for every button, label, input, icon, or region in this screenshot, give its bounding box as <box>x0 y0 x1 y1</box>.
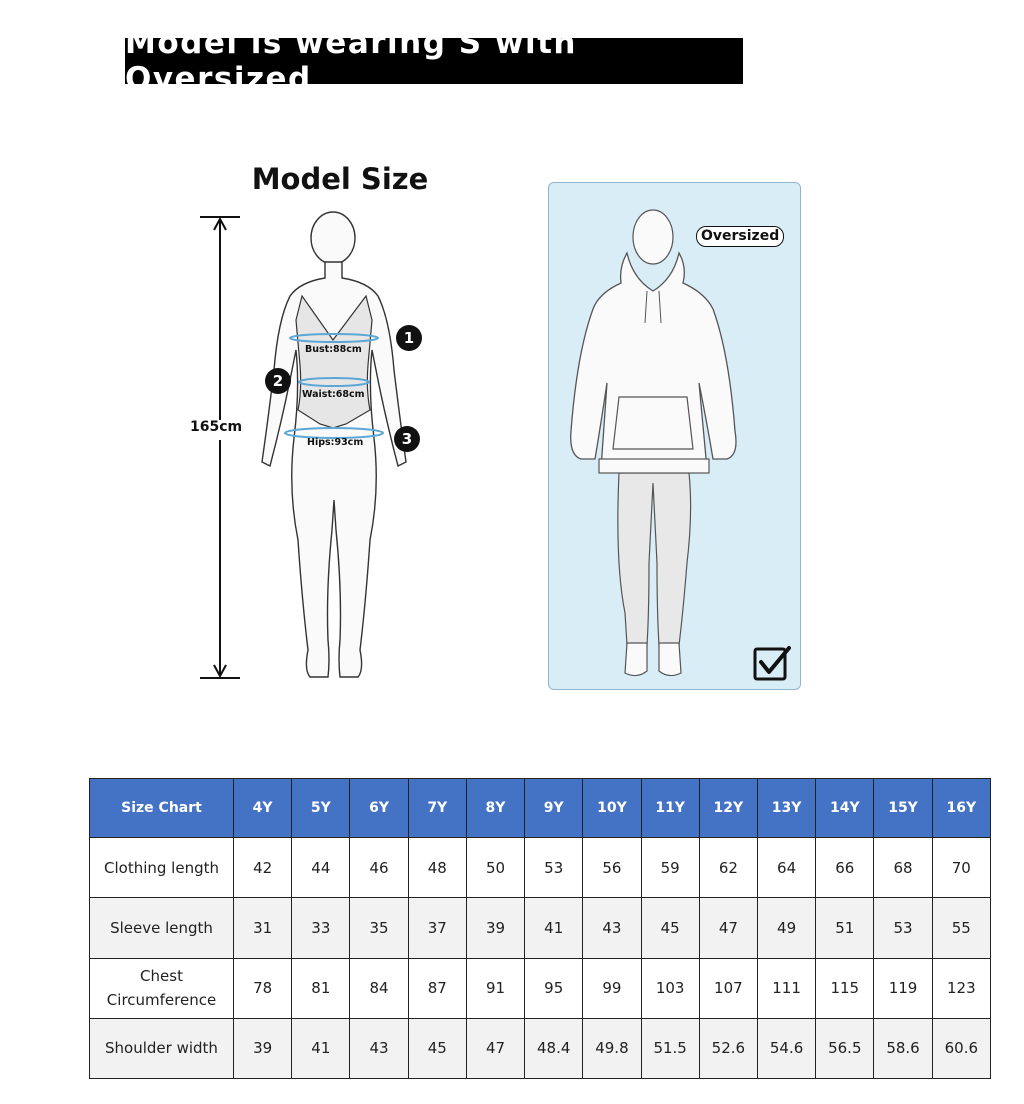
size-header-4y: 4Y <box>234 779 292 838</box>
oversized-fit-panel <box>548 182 801 690</box>
table-row <box>90 898 991 958</box>
table-cell: 123 <box>932 958 990 1018</box>
hips-measure: Hips:93cm <box>307 437 364 448</box>
table-cell: 53 <box>525 838 583 898</box>
size-header-12y: 12Y <box>699 779 757 838</box>
table-row <box>90 958 991 1018</box>
size-header-15y: 15Y <box>874 779 932 838</box>
table-cell: 50 <box>466 838 524 898</box>
table-cell: 54.6 <box>757 1018 815 1078</box>
table-cell: 53 <box>874 898 932 958</box>
table-cell: 64 <box>757 838 815 898</box>
height-measure-line <box>200 217 240 678</box>
table-cell: 41 <box>292 1018 350 1078</box>
hoodie-pocket <box>613 397 693 449</box>
table-cell: 60.6 <box>932 1018 990 1078</box>
table-row <box>90 1018 991 1078</box>
checkbox-checked-icon <box>753 645 791 681</box>
table-cell: 62 <box>699 838 757 898</box>
right-foot <box>659 643 681 676</box>
table-cell: 41 <box>525 898 583 958</box>
table-cell: 107 <box>699 958 757 1018</box>
table-cell: 70 <box>932 838 990 898</box>
table-cell: 91 <box>466 958 524 1018</box>
table-cell: 111 <box>757 958 815 1018</box>
hoodie-hem <box>599 459 709 473</box>
table-cell: 37 <box>408 898 466 958</box>
table-cell: 48.4 <box>525 1018 583 1078</box>
table-cell: 43 <box>583 898 641 958</box>
left-foot <box>625 643 647 676</box>
table-cell: 52.6 <box>699 1018 757 1078</box>
table-cell: 51.5 <box>641 1018 699 1078</box>
oversized-badge: Oversized <box>696 226 784 247</box>
table-cell: 56.5 <box>816 1018 874 1078</box>
size-header-10y: 10Y <box>583 779 641 838</box>
size-chart-corner: Size Chart <box>90 779 234 838</box>
model-size-title: Model Size <box>251 162 429 196</box>
table-cell: 33 <box>292 898 350 958</box>
size-header-7y: 7Y <box>408 779 466 838</box>
table-row <box>90 838 991 898</box>
table-cell: 45 <box>408 1018 466 1078</box>
table-cell: 51 <box>816 898 874 958</box>
table-cell: 31 <box>234 898 292 958</box>
row-label: Shoulder width <box>90 1018 234 1078</box>
size-header-13y: 13Y <box>757 779 815 838</box>
size-chart-header-row <box>90 779 991 838</box>
table-cell: 87 <box>408 958 466 1018</box>
table-cell: 49 <box>757 898 815 958</box>
marker-1-icon: 1 <box>396 325 422 351</box>
table-cell: 39 <box>234 1018 292 1078</box>
table-cell: 45 <box>641 898 699 958</box>
table-cell: 66 <box>816 838 874 898</box>
table-cell: 48 <box>408 838 466 898</box>
hoodie-head <box>633 210 673 264</box>
size-header-11y: 11Y <box>641 779 699 838</box>
marker-2-icon: 2 <box>265 368 291 394</box>
model-figure <box>190 200 420 690</box>
size-header-8y: 8Y <box>466 779 524 838</box>
row-label: Clothing length <box>90 838 234 898</box>
table-cell: 95 <box>525 958 583 1018</box>
model-height-label: 165cm <box>190 419 243 435</box>
size-header-14y: 14Y <box>816 779 874 838</box>
table-cell: 78 <box>234 958 292 1018</box>
size-chart-table <box>89 778 991 1079</box>
bust-measure: Bust:88cm <box>305 344 362 355</box>
table-cell: 68 <box>874 838 932 898</box>
table-cell: 47 <box>466 1018 524 1078</box>
leggings <box>618 473 691 645</box>
table-cell: 49.8 <box>583 1018 641 1078</box>
table-cell: 43 <box>350 1018 408 1078</box>
table-cell: 56 <box>583 838 641 898</box>
size-header-9y: 9Y <box>525 779 583 838</box>
waist-measure: Waist:68cm <box>302 389 365 400</box>
row-label: Chest Circumference <box>90 958 234 1018</box>
table-cell: 44 <box>292 838 350 898</box>
marker-3-icon: 3 <box>394 426 420 452</box>
table-cell: 115 <box>816 958 874 1018</box>
table-cell: 42 <box>234 838 292 898</box>
table-cell: 84 <box>350 958 408 1018</box>
row-label: Sleeve length <box>90 898 234 958</box>
table-cell: 119 <box>874 958 932 1018</box>
size-header-6y: 6Y <box>350 779 408 838</box>
table-cell: 58.6 <box>874 1018 932 1078</box>
size-header-5y: 5Y <box>292 779 350 838</box>
table-cell: 81 <box>292 958 350 1018</box>
size-header-16y: 16Y <box>932 779 990 838</box>
model-banner: Model is wearing S with Oversized <box>125 38 743 84</box>
table-cell: 47 <box>699 898 757 958</box>
table-cell: 39 <box>466 898 524 958</box>
table-cell: 55 <box>932 898 990 958</box>
table-cell: 35 <box>350 898 408 958</box>
table-cell: 103 <box>641 958 699 1018</box>
table-cell: 59 <box>641 838 699 898</box>
table-cell: 99 <box>583 958 641 1018</box>
table-cell: 46 <box>350 838 408 898</box>
oversized-hoodie-figure <box>549 183 800 689</box>
